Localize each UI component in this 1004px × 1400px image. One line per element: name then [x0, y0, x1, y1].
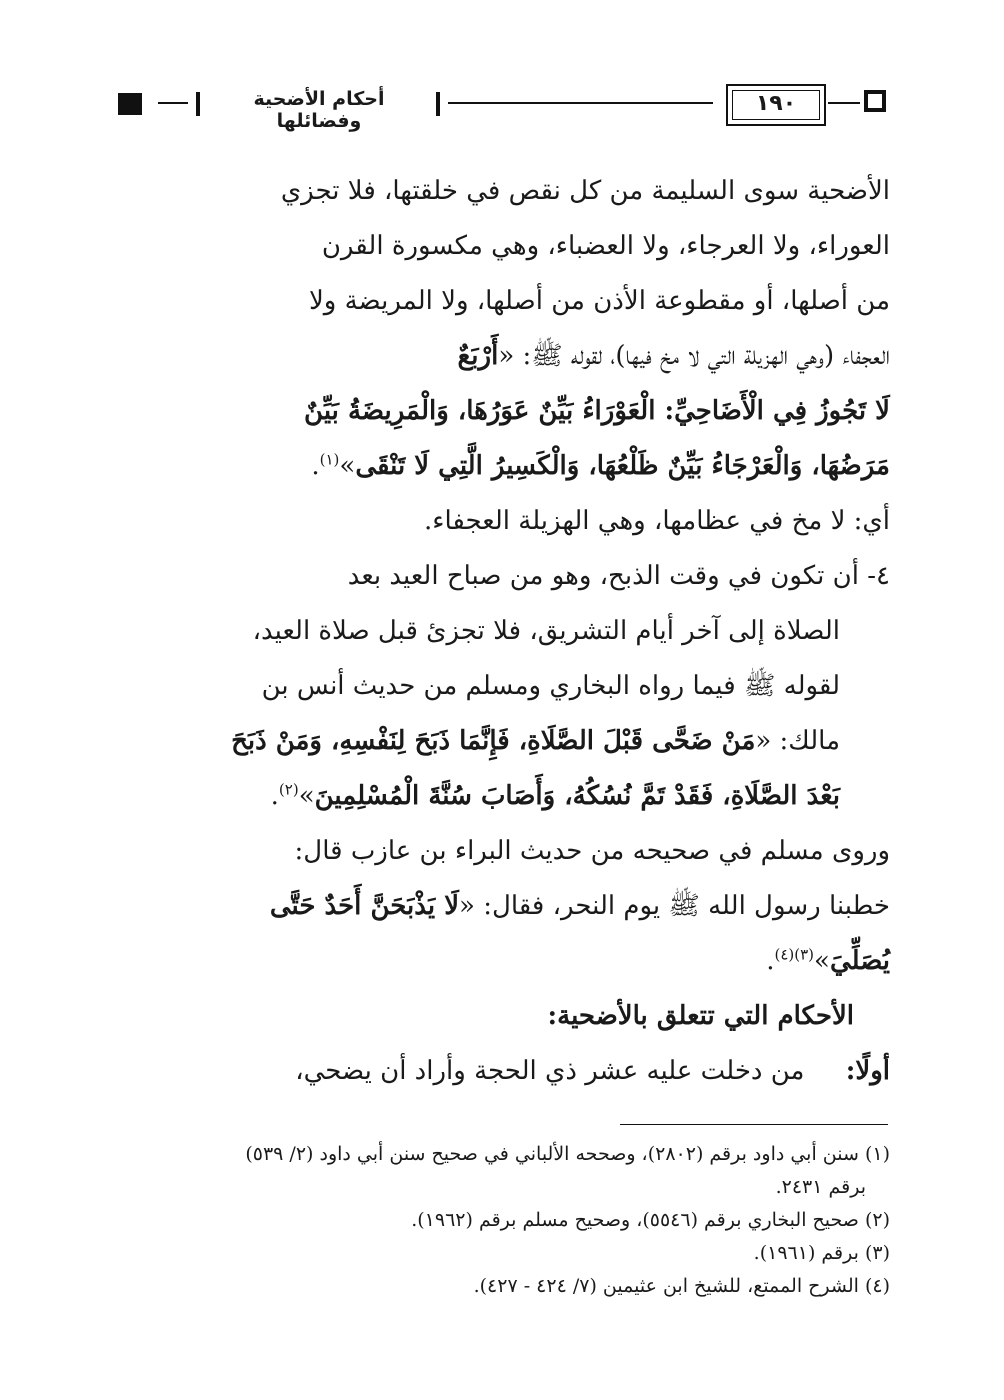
quote-close: »: [298, 781, 315, 811]
item-label: أولًا:: [845, 1056, 890, 1086]
text-segment: خطبنا رسول الله ﷺ يوم النحر، فقال: «: [459, 891, 890, 921]
text-line: أي: لا مخ في عظامها، وهي الهزيلة العجفاء.: [423, 506, 890, 536]
hadith-text: لَا يَذْبَحَنَّ أَحَدٌ حَتَّى: [269, 891, 460, 921]
text-line: [110, 439, 890, 494]
footnote-separator: [620, 1124, 888, 1125]
running-title: أحكام الأضحية وفضائلها: [253, 88, 385, 132]
text-segment: مالك: «: [755, 726, 840, 756]
section-heading: الأحكام التي تتعلق بالأضحية:: [547, 1001, 854, 1031]
text-line: [110, 329, 890, 384]
text-segment: العجفاء (وهي الهزيلة التي لا مخ فيها)، لقوله ﷺ: «: [498, 341, 890, 371]
header-rule: [828, 102, 860, 104]
text-line: العوراء، ولا العرجاء، ولا العضباء، وهي مكسورة القرن: [321, 231, 890, 261]
text-line: [110, 1044, 890, 1099]
footnote-ref[interactable]: (١): [319, 450, 340, 469]
text-line: الأضحية سوى السليمة من كل نقص في خلقتها، فلا تجزي: [280, 176, 890, 206]
text-line: [110, 934, 890, 989]
header-bar-ornament: [436, 92, 440, 116]
text-line: من أصلها، أو مقطوعة الأذن من أصلها، ولا المريضة ولا: [308, 286, 890, 316]
text-line: الصلاة إلى آخر أيام التشريق، فلا تجزئ قبل صلاة العيد،: [252, 616, 840, 646]
footnote-ref[interactable]: (٢): [278, 780, 299, 799]
hadith-text: يُصَلِّيَ: [829, 946, 890, 976]
text-segment: من دخلت عليه عشر ذي الحجة وأراد أن يضحي،: [295, 1056, 805, 1086]
hadith-text: مَرَضُهَا، وَالْعَرْجَاءُ بَيِّنٌ ظَلْعُهَا، وَالْكَسِيرُ الَّتِي لَا تَنْقَى: [355, 451, 890, 481]
hadith-text: لَا تَجُوزُ فِي الْأَضَاحِيِّ: الْعَوْرَاءُ بَيِّنٌ عَوَرُهَا، وَالْمَرِيضَةُ بَيِّنٌ: [304, 396, 890, 426]
text-line: [110, 714, 890, 769]
footnote-3: (٣) برقم (١٩٦١).: [753, 1242, 890, 1264]
text-line: [110, 769, 890, 824]
header-rule: [158, 102, 188, 104]
text-line: [110, 879, 890, 934]
text-line: وروى مسلم في صحيحه من حديث البراء بن عازب قال:: [294, 836, 890, 866]
page-header: [118, 84, 888, 132]
period: .: [766, 946, 775, 976]
page-number: ١٩٠: [755, 91, 797, 116]
footnote-ref[interactable]: (٤): [774, 945, 795, 964]
footnote-1-continuation: برقم ٢٤٣١.: [775, 1176, 866, 1198]
period: .: [270, 781, 279, 811]
text-line: لقوله ﷺ فيما رواه البخاري ومسلم من حديث أنس بن: [261, 671, 840, 701]
quote-close: »: [814, 946, 830, 976]
footnote-ref[interactable]: (٣): [794, 945, 815, 964]
header-black-square-ornament: [118, 93, 142, 115]
footnote-1: (١) سنن أبي داود برقم (٢٨٠٢)، وصححه الألباني في صحيح سنن أبي داود (٢/ ٥٣٩): [245, 1143, 890, 1165]
header-open-square-ornament: [864, 90, 886, 112]
footnote-2: (٢) صحيح البخاري برقم (٥٥٤٦)، وصحيح مسلم برقم (١٩٦٢).: [411, 1209, 890, 1231]
hadith-text: أَرْبَعٌ: [457, 341, 499, 371]
body-text: [110, 164, 890, 1099]
hadith-text: بَعْدَ الصَّلَاةِ، فَقَدْ تَمَّ نُسُكُهُ، وَأَصَابَ سُنَّةَ الْمُسْلِمِينَ: [314, 781, 840, 811]
period: .: [311, 451, 320, 481]
hadith-text: مَنْ ضَحَّى قَبْلَ الصَّلَاةِ، فَإِنَّمَا ذَبَحَ لِنَفْسِهِ، وَمَنْ ذَبَحَ: [231, 726, 756, 756]
header-rule: [448, 102, 713, 104]
header-bar-ornament: [196, 92, 200, 116]
quote-close: »: [339, 451, 356, 481]
footnote-4: (٤) الشرح الممتع، للشيخ ابن عثيمين (٧/ ٤٢٤ - ٤٢٧).: [473, 1275, 890, 1297]
page-number-frame: [726, 84, 826, 126]
footnotes: [110, 1138, 890, 1303]
list-item-4: ٤- أن تكون في وقت الذبح، وهو من صباح العيد بعد: [347, 561, 890, 591]
